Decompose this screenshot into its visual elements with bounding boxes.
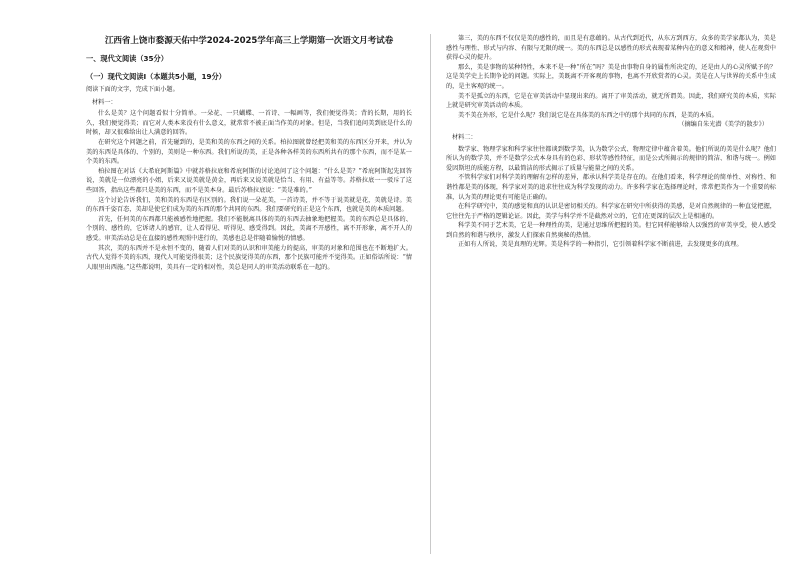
- paragraph: 第三，美的东西不仅仅是美的感性的，而且是有意蕴的。从古代到近代，从东方到西方，众多的美学家都认为，美是感性与理性、形式与内容、有限与无限的统一。美的东西总是以感性的形式表现着某种内在的意义和精神，使人在观赏中获得心灵的提升。: [446, 35, 776, 62]
- section-heading: 一、现代文阅读（35分）: [86, 54, 168, 63]
- paragraph: 在研究这个问题之前，首先碰到的，是美和美的东西之间的关系。柏拉图就曾经把美和美的东西区分开来，并认为美的东西是具体的、个别的，美则是一种东西。我们所说的美，正是各种各样美的东西所共有的那个东西，而不是某一个美的东西。: [86, 138, 412, 166]
- paragraph: 柏拉图在对话《大希庇阿斯篇》中就苏格拉底和希庇阿斯的讨论追问了这个问题：“什么是美？”希庇阿斯起先回答说，美就是一位漂亮的小姐，后来又说美就是黄金，再后来又说美就是恰当、有用、有益等等。苏格拉底一一驳斥了这些回答，指出这些都只是美的东西，而不是美本身。最后苏格拉底说：“美是难的。”: [86, 167, 412, 194]
- instruction-text: 阅读下面的文字，完成下面小题。: [86, 86, 179, 93]
- paragraph: 其次，美的东西并不是永恒不变的，随着人们对美的认识和审美能力的提高，审美的对象和范围也在不断地扩大。古代人觉得不美的东西，现代人可能觉得很美；这个民族觉得美的东西，那个民族可能并不觉得美。正如俗话所说：“情人眼里出西施。”这些都说明，美具有一定的相对性，美总是同人的审美活动联系在一起的。: [86, 244, 412, 271]
- paragraph: 不管科学家们对科学美的理解有怎样的差异，都承认科学美是存在的。在他们看来，科学理论的简单性、对称性、和谐性都是美的体现，科学家对美的追求往往成为科学发现的动力。许多科学家在选择理论时，常常把美作为一个重要的标准，认为美的理论更有可能是正确的。: [446, 174, 776, 201]
- material-label: 材料二：: [452, 133, 477, 141]
- paragraph: 数学家、物理学家和科学家往往都谈到数学美，认为数学公式、物理定律中蕴含着美。他们所说的美是什么呢？他们所认为的数学美，并不是数学公式本身具有的色彩、形状等感性特征，而是公式所揭示的规律的简洁、和谐与统一。例如爱因斯坦的质能方程，以最简洁的形式揭示了质量与能量之间的关系。: [446, 145, 776, 172]
- subsection-heading: （一）现代文阅读Ⅰ（本题共5小题，19分）: [86, 72, 226, 81]
- exam-title: 江西省上饶市婺源天佑中学2024-2025学年高三上学期第一次语文月考试卷: [104, 36, 394, 46]
- left-column: [86, 34, 412, 552]
- column-divider: [430, 34, 431, 554]
- paragraph: 正如有人所说，美是真理的光辉。美是科学的一种指引，它引领着科学家不断前进，去发现更多的真理。: [458, 241, 743, 249]
- paragraph: 这个讨论告诉我们，美和美的东西是有区别的。我们说一朵花美，一首诗美，并不等于说美就是花，美就是诗。美的东西千姿百态，美却是使它们成为美的东西的那个共同的东西。我们要研究的正是这个东西，也就是美的本质问题。: [86, 196, 412, 214]
- right-column: [446, 34, 776, 552]
- paragraph: 那么，美是事物的某种特性，本来不是一种“所在”吗？美是由事物自身的属性所决定的，还是由人的心灵所赋予的？这是美学史上长期争论的问题。实际上，美既离不开客观的事物，也离不开欣赏者的心灵。美是在人与世界的关系中生成的，是主客观的统一。: [446, 63, 776, 90]
- paragraph: 首先，任何美的东西都只能被感性地把握。我们不能脱离具体的美的东西去抽象地把握美。美的东西总是具体的、个别的、感性的，它诉诸人的感官，让人看得见、听得见、感受得到。因此，美离不开感性，离不开形象，离不开人的感受。审美活动总是在直接的感性观照中进行的，美感也总是伴随着愉悦的情感。: [86, 215, 412, 242]
- paragraph: 科学美不同于艺术美，它是一种理性的美，是通过思维所把握的美。但它同样能够给人以强烈的审美享受，使人感受到自然的和谐与秩序，激发人们探索自然奥秘的热情。: [446, 222, 776, 239]
- paragraph: 什么是美？这个问题看似十分简单。一朵花、一只蝴蝶、一首诗、一幅画等，我们便觉得美；背的长期，用的长久，我们便觉得美；而它对人类本来没有什么意义，就常常不被正面当作美的对象。但是，当我们追问美到底是什么的时候，却又很难给出让人满意的回答。: [86, 110, 412, 137]
- question-line: 美不美在外形，它是什么呢？我们说它是在具体美的东西之中的那个共同的东西，是美的本质。: [458, 111, 718, 119]
- paragraph: 在科学研究中，美的感觉和真的认识是密切相关的。科学家在研究中所获得的美感，是对自然规律的一种直觉把握，它往往先于严格的逻辑论证。因此，美学与科学并不是截然对立的，它们在更深的层次上是相通的。: [446, 203, 776, 220]
- paragraph: 美不是孤立的东西，它是在审美活动中显现出来的。离开了审美活动，就无所谓美。因此，我们研究美的本质，实际上就是研究审美活动的本质。: [446, 92, 776, 110]
- material-label: 材料一：: [92, 98, 117, 106]
- citation: （摘编自朱光潜《美学的散步》）: [678, 121, 768, 129]
